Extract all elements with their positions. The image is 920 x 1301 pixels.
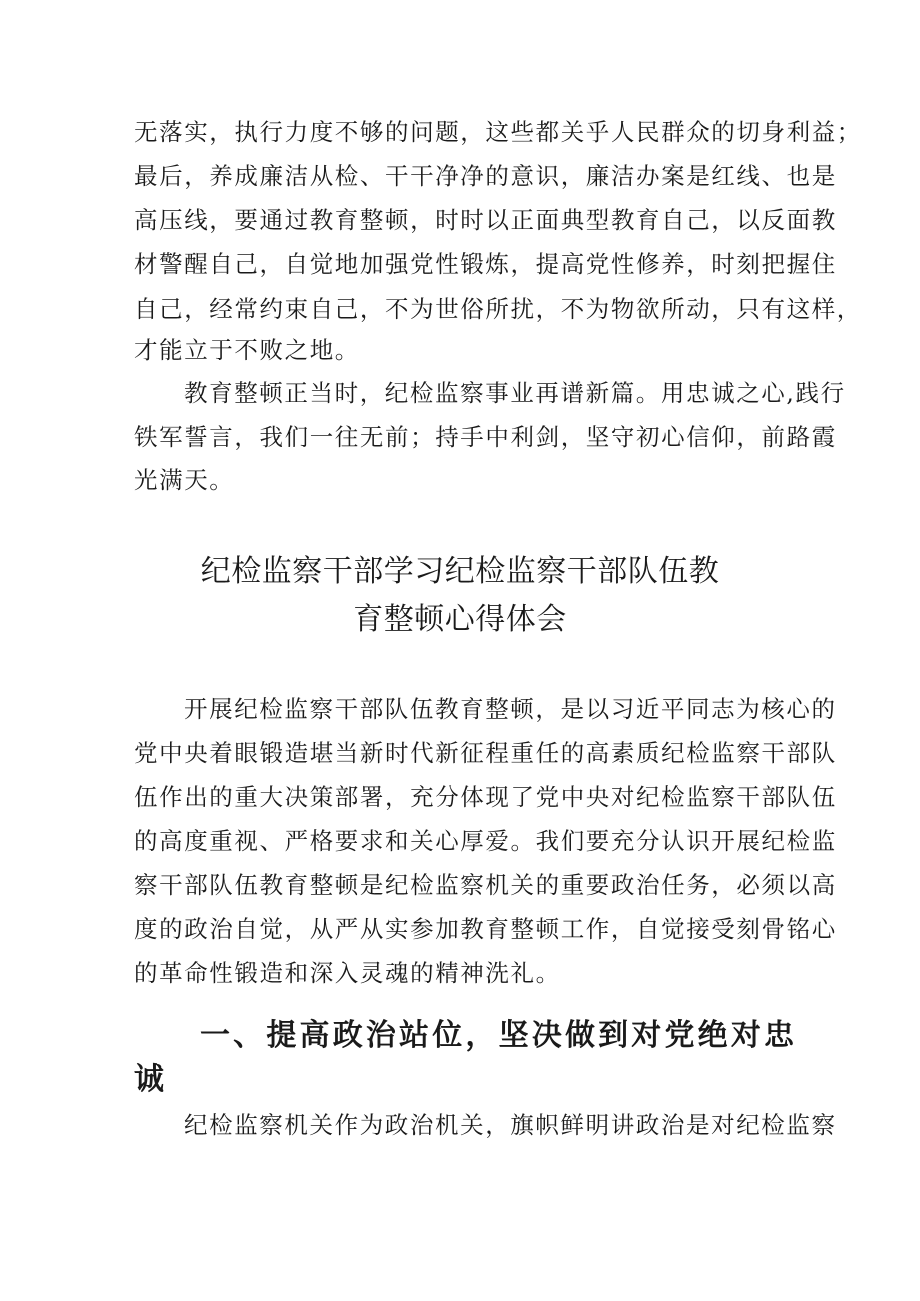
text-line: 无落实，执行力度不够的问题，这些都关乎人民群众的切身利益；: [134, 118, 862, 146]
text-line: 光满天。: [134, 466, 235, 494]
text-line: 才能立于不败之地。: [134, 336, 360, 364]
text-line: 材警醒自己，自觉地加强党性锻炼，提高党性修养，时刻把握住: [134, 250, 837, 278]
text-line: 自己，经常约束自己，不为世俗所扰，不为物欲所动，只有这样，: [134, 295, 862, 323]
heading-line: 诚: [134, 1062, 164, 1097]
heading-line: 一、提高政治站位，坚决做到对党绝对忠: [200, 1018, 794, 1053]
text-line: 教育整顿正当时，纪检监察事业再谱新篇。用忠诚之心,践行: [184, 379, 846, 407]
text-line: 最后，养成廉洁从检、干干净净的意识，廉洁办案是红线、也是: [134, 162, 837, 190]
text-line: 度的政治自觉，从严从实参加教育整顿工作，自觉接受刻骨铭心: [134, 915, 837, 943]
text-line: 的革命性锻造和深入灵魂的精神洗礼。: [134, 959, 561, 987]
text-line: 察干部队伍教育整顿是纪检监察机关的重要政治任务，必须以高: [134, 871, 837, 899]
text-line: 铁军誓言，我们一往无前；持手中利剑，坚守初心信仰，前路霞: [134, 423, 837, 451]
title-line: 纪检监察干部学习纪检监察干部队伍教: [200, 554, 720, 589]
text-line: 开展纪检监察干部队伍教育整顿，是以习近平同志为核心的: [184, 695, 837, 723]
text-line: 高压线，要通过教育整顿，时时以正面典型教育自己，以反面教: [134, 206, 837, 234]
text-line: 的高度重视、严格要求和关心厚爱。我们要充分认识开展纪检监: [134, 827, 837, 855]
text-line: 纪检监察机关作为政治机关，旗帜鲜明讲政治是对纪检监察: [184, 1111, 837, 1139]
title-line: 育整顿心得体会: [353, 602, 567, 637]
text-line: 党中央着眼锻造堪当新时代新征程重任的高素质纪检监察干部队: [134, 739, 837, 767]
text-line: 伍作出的重大决策部署，充分体现了党中央对纪检监察干部队伍: [134, 783, 837, 811]
